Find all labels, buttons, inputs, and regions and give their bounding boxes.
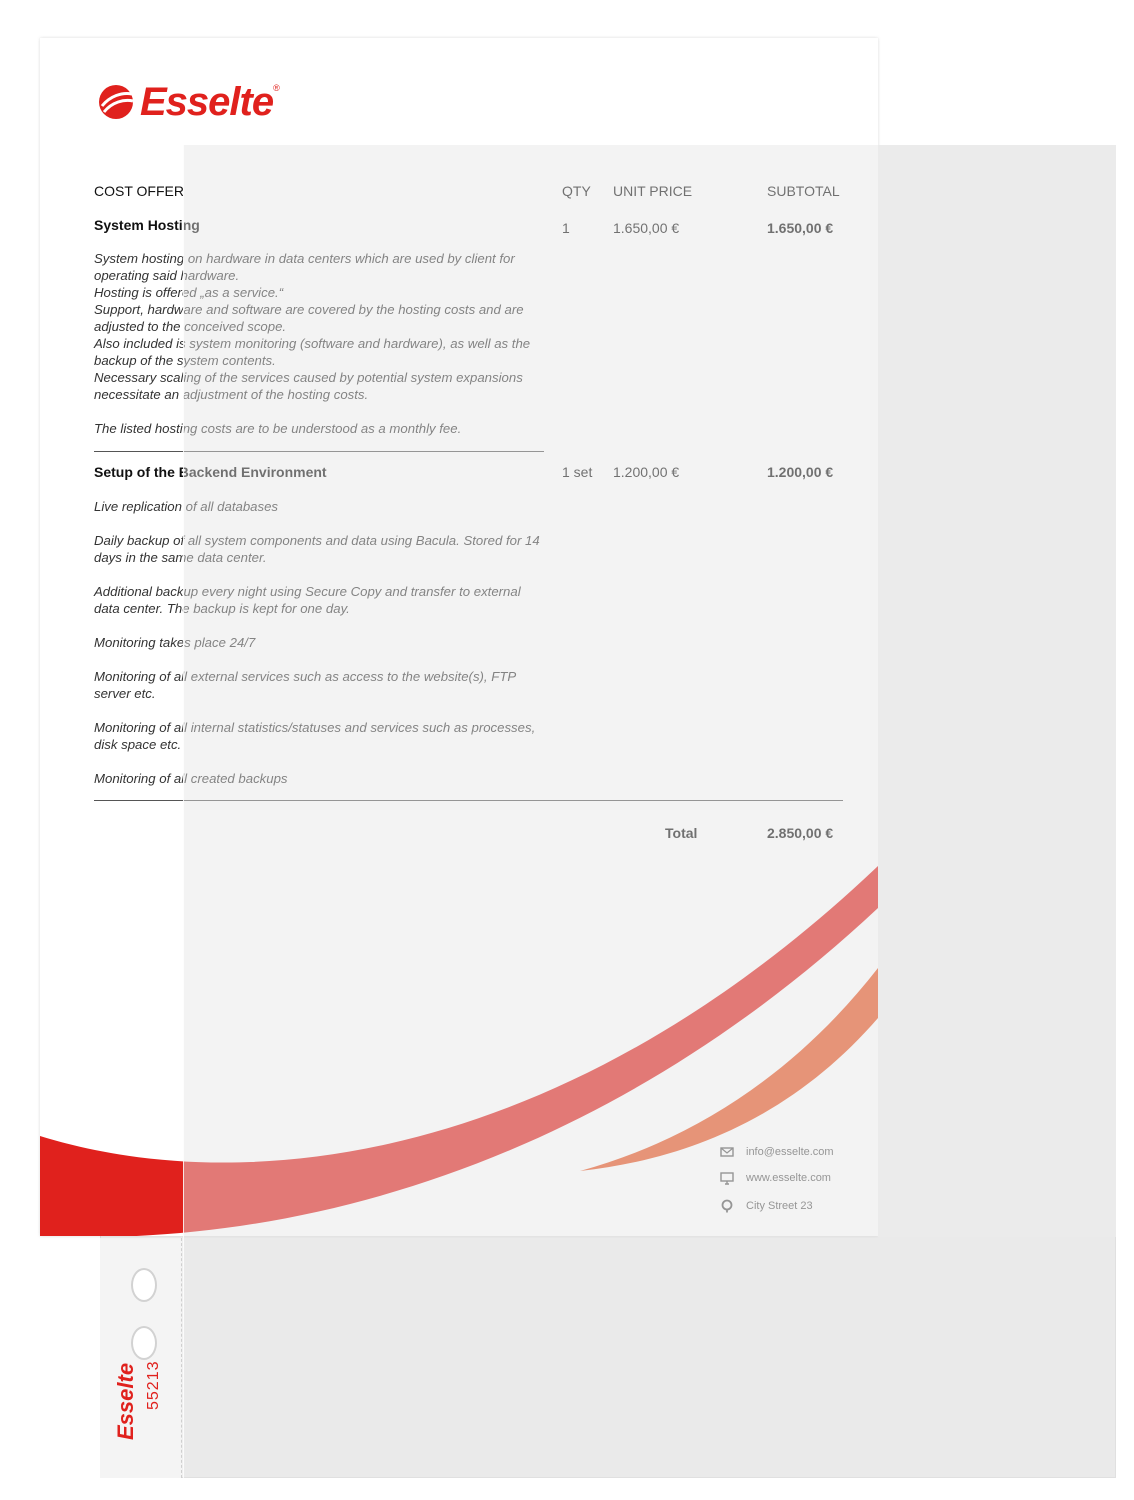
email-text: info@esselte.com bbox=[746, 1146, 834, 1158]
item-unit-price: 1.650,00 € bbox=[613, 220, 680, 236]
address-text: City Street 23 bbox=[746, 1200, 813, 1212]
col-subtotal-header: SUBTOTAL bbox=[767, 183, 840, 199]
web-text: www.esselte.com bbox=[746, 1172, 831, 1184]
total-label: Total bbox=[665, 825, 698, 841]
registered-mark: ® bbox=[273, 83, 280, 93]
col-qty-header: QTY bbox=[562, 183, 591, 199]
item-qty: 1 bbox=[562, 220, 570, 236]
description-line: Monitoring of all internal statistics/statuses and services such as processes, disk space etc. bbox=[94, 720, 536, 752]
total-value: 2.850,00 € bbox=[767, 825, 834, 841]
item-subtotal: 1.200,00 € bbox=[767, 464, 834, 480]
description-line: Monitoring of all external services such as access to the website(s), FTP server etc. bbox=[94, 669, 516, 701]
description-line: Daily backup of all system components and data using Bacula. Stored for 14 days in the same data center. bbox=[94, 533, 540, 565]
strip-brand-label: Esselte bbox=[113, 1362, 138, 1440]
description-line: Necessary scaling of the services caused by potential system expansions necessitate an adjustment of the hosting costs. bbox=[94, 370, 523, 402]
description-line: System hosting on hardware in data centers which are used by client for operating said hardware. bbox=[94, 251, 515, 283]
table-title: COST OFFER bbox=[94, 183, 184, 199]
item-title: Setup of the Backend Environment bbox=[94, 464, 327, 480]
description-line: Monitoring of all created backups bbox=[94, 771, 288, 786]
esselte-logo bbox=[96, 79, 280, 124]
item-title: System Hosting bbox=[94, 217, 200, 233]
description-line: Live replication of all databases bbox=[94, 499, 279, 514]
description-line: The listed hosting costs are to be understood as a monthly fee. bbox=[94, 421, 462, 436]
item-subtotal: 1.650,00 € bbox=[767, 220, 834, 236]
esselte-logo-icon bbox=[96, 82, 136, 122]
punch-hole-top bbox=[131, 1268, 157, 1302]
description-line: Also included is system monitoring (software and hardware), as well as the backup of the system contents. bbox=[94, 336, 531, 368]
brand-name: Esselte bbox=[140, 79, 274, 124]
item-unit-price: 1.200,00 € bbox=[613, 464, 680, 480]
description-line: Hosting is offered „as a service.“ bbox=[94, 285, 284, 300]
pocket-film-overlay bbox=[183, 145, 1116, 1478]
description-line: Monitoring takes place 24/7 bbox=[94, 635, 256, 650]
description-line: Support, hardware and software are covered by the hosting costs and are adjusted to the conceived scope. bbox=[94, 302, 524, 334]
col-unit-price-header: UNIT PRICE bbox=[613, 183, 693, 199]
item-qty: 1 set bbox=[562, 464, 593, 480]
punch-hole-bottom bbox=[131, 1326, 157, 1360]
description-line: Additional backup every night using Secure Copy and transfer to external data center. The backup is kept for one day. bbox=[94, 584, 521, 616]
strip-product-code: 55213 bbox=[145, 1360, 162, 1410]
